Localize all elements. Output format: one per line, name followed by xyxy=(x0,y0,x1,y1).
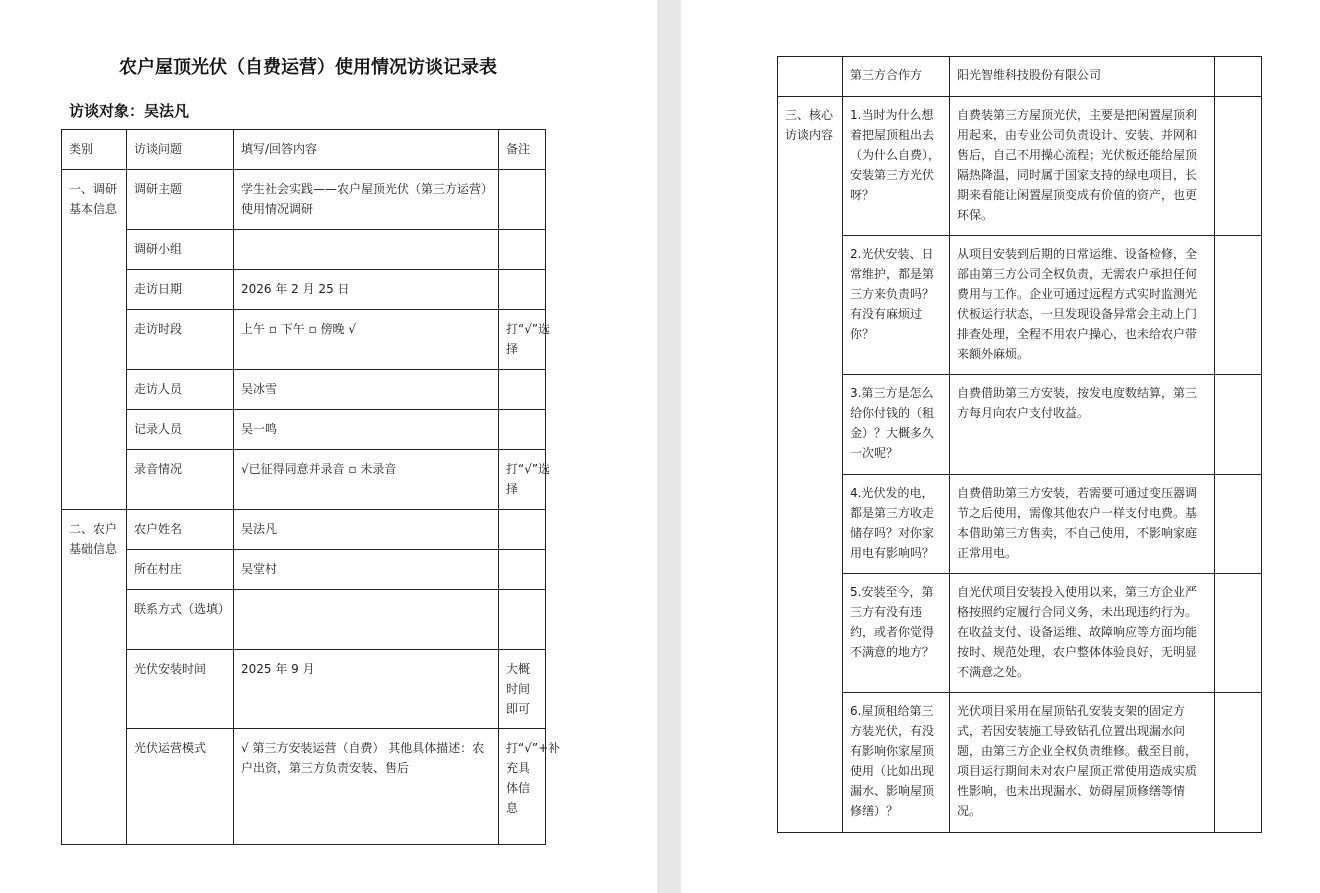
answer-cell: 自费借助第三方安装，若需要可通过变压器调节之后使用，需像其他农户一样支付电费。基本借助第三方售卖，不自己使用，不影响家庭正常用电。 xyxy=(950,475,1215,574)
table-row xyxy=(62,370,546,410)
note-cell xyxy=(499,410,546,450)
table-row xyxy=(62,450,546,510)
table-row xyxy=(62,550,546,590)
answer-cell: 从项目安装到后期的日常运维、设备检修，全部由第三方公司全权负责，无需农户承担任何费用与工作。企业可通过远程方式实时监测光伏板运行状态，一旦发现设备异常会主动上门排查处理，全程不用农户操心，也未给农户带来额外麻烦。 xyxy=(950,236,1215,375)
answer-cell xyxy=(234,230,499,270)
document-title: 农户屋顶光伏（自费运营）使用情况访谈记录表 xyxy=(119,57,497,78)
answer-cell: 自费装第三方屋顶光伏，主要是把闲置屋顶利用起来，由专业公司负责设计、安装、并网和售后，自己不用操心流程；光伏板还能给屋顶隔热降温，同时属于国家支持的绿电项目，长期来看能让闲置屋顶变成有价值的资产，也更环保。 xyxy=(950,97,1215,236)
table-row xyxy=(62,230,546,270)
section-label: 一、调研基本信息 xyxy=(62,170,127,510)
note-cell xyxy=(499,170,546,230)
question-cell: 调研小组 xyxy=(127,230,234,270)
note-cell xyxy=(1215,97,1262,236)
question-cell: 调研主题 xyxy=(127,170,234,230)
question-cell: 记录人员 xyxy=(127,410,234,450)
note-cell: 大概时间即可 xyxy=(499,650,546,729)
subject-name: 吴法凡 xyxy=(144,102,190,120)
note-cell xyxy=(499,230,546,270)
table-row xyxy=(62,590,546,650)
question-cell: 2.光伏安装、日常维护，都是第三方来负责吗？有没有麻烦过你？ xyxy=(843,236,950,375)
question-cell: 所在村庄 xyxy=(127,550,234,590)
table-row xyxy=(62,170,546,230)
question-cell: 5.安装至今，第三方有没有违约，或者你觉得不满意的地方？ xyxy=(843,574,950,693)
answer-cell: √已征得同意并录音 ▫ 未录音 xyxy=(234,450,499,510)
section-label xyxy=(778,57,843,97)
answer-cell xyxy=(234,590,499,650)
answer-cell: 上午 ▫ 下午 ▫ 傍晚 √ xyxy=(234,310,499,370)
page-gap xyxy=(657,0,681,893)
header-category: 类别 xyxy=(62,130,127,170)
interview-content-table xyxy=(777,56,1262,833)
question-cell: 1.当时为什么想着把屋顶租出去（为什么自费），安装第三方光伏呀？ xyxy=(843,97,950,236)
answer-cell: 自费借助第三方安装，按发电度数结算，第三方每月向农户支付收益。 xyxy=(950,375,1215,475)
table-row xyxy=(62,270,546,310)
question-cell: 联系方式（选填） xyxy=(127,590,234,650)
section-label: 二、农户基础信息 xyxy=(62,510,127,845)
note-cell xyxy=(1215,693,1262,833)
note-cell xyxy=(499,510,546,550)
table-row xyxy=(778,57,1262,97)
question-cell: 6.屋顶租给第三方装光伏，有没有影响你家屋顶使用（比如出现漏水、影响屋顶修缮）？ xyxy=(843,693,950,833)
question-cell: 农户姓名 xyxy=(127,510,234,550)
note-cell xyxy=(1215,475,1262,574)
table-row xyxy=(62,410,546,450)
table-header-row xyxy=(62,130,546,170)
document-page-1 xyxy=(0,0,657,893)
table-row xyxy=(778,97,1262,236)
answer-cell: 自光伏项目安装投入使用以来，第三方企业严格按照约定履行合同义务，未出现违约行为。在收益支付、设备运维、故障响应等方面均能按时、规范处理，农户整体体验良好，无明显不满意之处。 xyxy=(950,574,1215,693)
header-answer: 填写/回答内容 xyxy=(234,130,499,170)
note-cell xyxy=(1215,574,1262,693)
question-cell: 光伏安装时间 xyxy=(127,650,234,729)
note-cell: 打“√”选择 xyxy=(499,450,546,510)
answer-cell: 2026 年 2 月 25 日 xyxy=(234,270,499,310)
table-row xyxy=(778,475,1262,574)
question-cell: 走访日期 xyxy=(127,270,234,310)
question-cell: 4.光伏发的电，都是第三方收走储存吗？对你家用电有影响吗？ xyxy=(843,475,950,574)
header-question: 访谈问题 xyxy=(127,130,234,170)
interview-record-table xyxy=(61,129,561,845)
answer-cell: 吴冰雪 xyxy=(234,370,499,410)
document-page-2 xyxy=(681,0,1320,893)
table-row xyxy=(62,310,546,370)
section-label: 三、核心访谈内容 xyxy=(778,97,843,833)
answer-cell: 2025 年 9 月 xyxy=(234,650,499,729)
note-cell xyxy=(499,270,546,310)
answer-cell: 吴一鸣 xyxy=(234,410,499,450)
note-cell xyxy=(1215,57,1262,97)
table-row xyxy=(778,375,1262,475)
table-row xyxy=(778,236,1262,375)
answer-cell: 吴堂村 xyxy=(234,550,499,590)
table-row xyxy=(62,650,546,729)
table-row xyxy=(62,729,546,845)
note-cell xyxy=(499,590,546,650)
table-row xyxy=(778,693,1262,833)
note-cell xyxy=(499,370,546,410)
question-cell: 3.第三方是怎么给你付钱的（租金）？大概多久一次呢？ xyxy=(843,375,950,475)
question-cell: 录音情况 xyxy=(127,450,234,510)
question-cell: 光伏运营模式 xyxy=(127,729,234,845)
note-cell: 打“√”+补充具体信息 xyxy=(499,729,546,845)
table-row xyxy=(778,574,1262,693)
note-cell xyxy=(1215,375,1262,475)
interview-subject xyxy=(69,100,189,122)
subject-label: 访谈对象： xyxy=(69,102,145,120)
question-cell: 走访人员 xyxy=(127,370,234,410)
answer-cell: 阳光智维科技股份有限公司 xyxy=(950,57,1215,97)
answer-cell: 吴法凡 xyxy=(234,510,499,550)
note-cell xyxy=(1215,236,1262,375)
header-note: 备注 xyxy=(499,130,546,170)
answer-cell: 学生社会实践——农户屋顶光伏（第三方运营）使用情况调研 xyxy=(234,170,499,230)
question-cell: 第三方合作方 xyxy=(843,57,950,97)
answer-cell: 光伏项目采用在屋顶钻孔安装支架的固定方式，若因安装施工导致钻孔位置出现漏水问题，由第三方企业全权负责维修。截至目前，项目运行期间未对农户屋顶正常使用造成实质性影响，也未出现漏水、妨碍屋顶修缮等情况。 xyxy=(950,693,1215,833)
note-cell xyxy=(499,550,546,590)
answer-cell: √ 第三方安装运营（自费） 其他具体描述：农户出资，第三方负责安装、售后 xyxy=(234,729,499,845)
question-cell: 走访时段 xyxy=(127,310,234,370)
table-row xyxy=(62,510,546,550)
note-cell: 打“√”选择 xyxy=(499,310,546,370)
